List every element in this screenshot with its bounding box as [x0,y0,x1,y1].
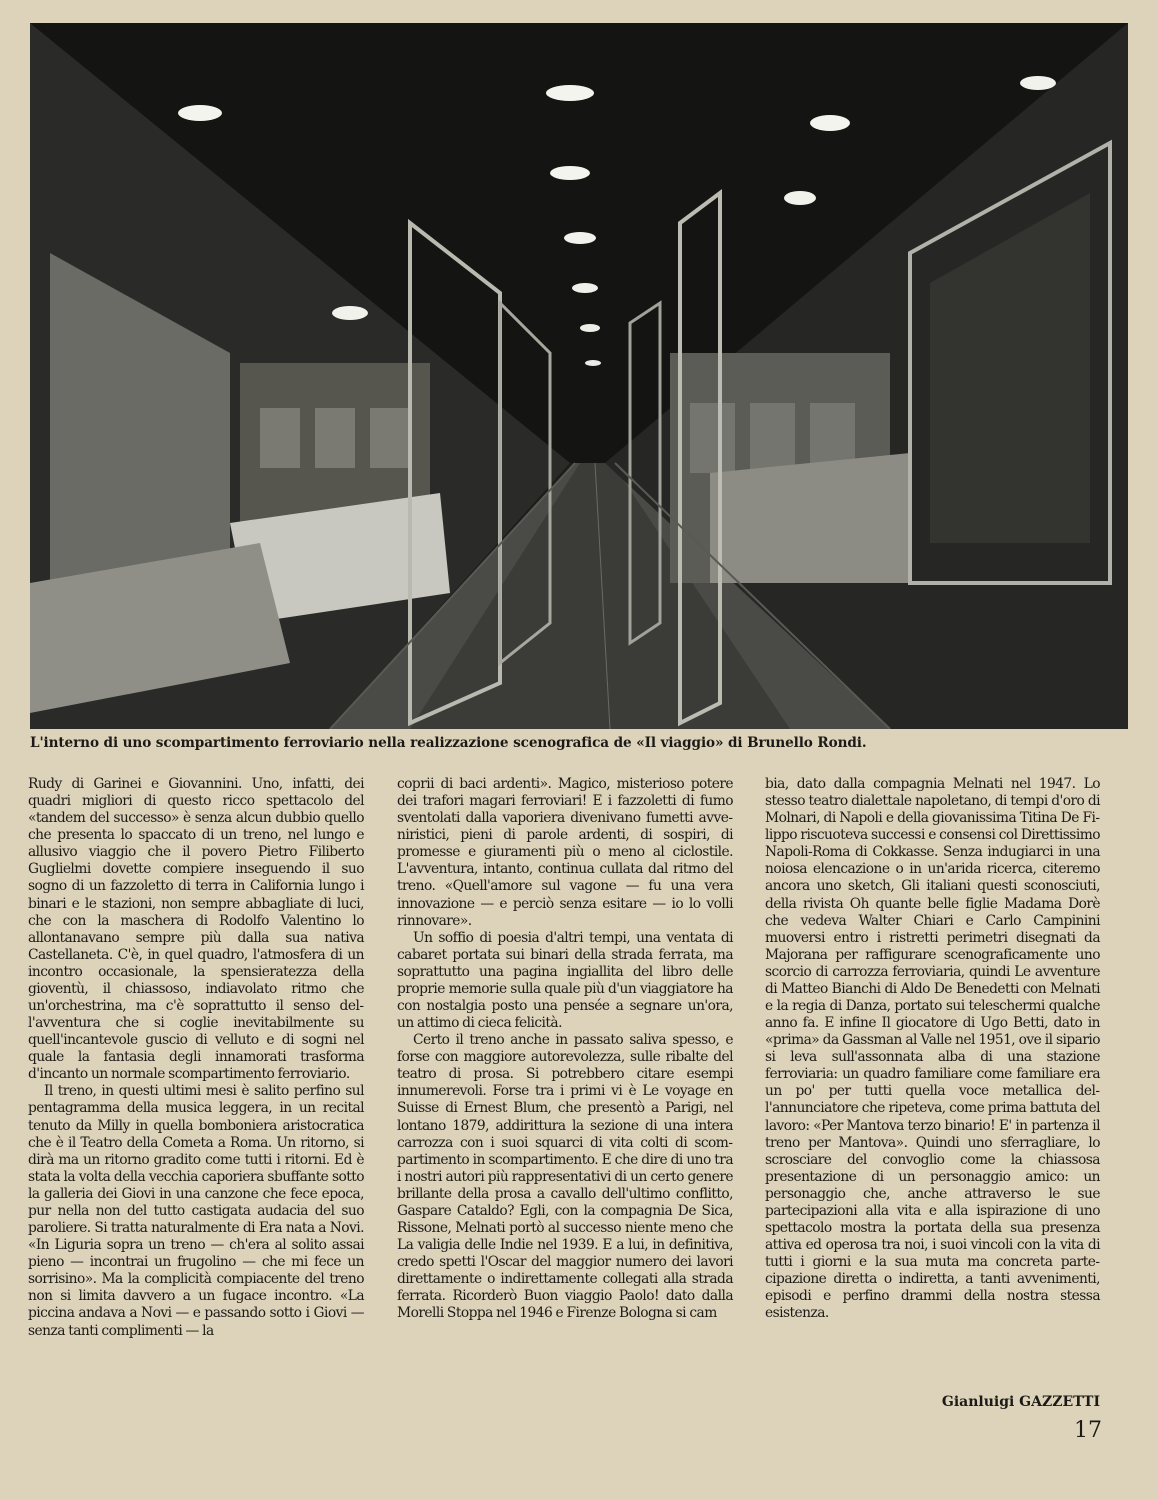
paragraph: Certo il treno anche in passato saliva spesso, e forse con maggiore autorevolezza, sulle ribalte del teatro di prosa. Si potrebbero citare esempi innumerevoli. Forse tra i primi vi è Le voyage en Suisse di Ernest Blum, che presentò a Parigi, nel lontano 1879, addirittura la sezione di una intera carrozza con i suoi squarci di vita colti di scompartimento in scompartimento. E che dire di uno tra i nostri autori più rappresentativi di un certo genere brillante della prosa a cavallo dell'ultimo conflitto, Gaspare Cataldo? Egli, con la compagnia De Sica, Rissone, Melnati portò al successo niente meno che La valigia delle Indie nel 1939. E a lui, in definitiva, credo spetti l'Oscar del maggior numero dei lavori direttamente o indirettamente collegati alla strada ferrata. Ricorderò Buon viaggio Paolo! dato dalla Morelli Stoppa nel 1946 e Firenze Bologna si cam [397,1032,733,1322]
paragraph: Rudy di Garinei e Giovannini. Uno, infatti, dei quadri migliori di questo ricco spettacolo del «tandem del successo» è senza alcun dubbio quello che presenta lo spaccato di un treno, nel lungo e allusivo viaggio che il povero Pietro Filiberto Guglielmi dovette compiere inseguendo il suo sogno di un fazzoletto di terra in California lungo i binari e le stazioni, non sempre abbagliate di luci, che con la maschera di Rodolfo Valentino lo allontanavano sempre più dalla sua nativa Castellaneta. C'è, in quel quadro, l'atmosfera di un incontro occasionale, la spensieratezza della gioventù, il chiassoso, indiavolato ritmo che un'orchestrina, ma c'è soprattutto il senso dell'avventura che si coglie inevitabilmente su quell'incantevole guscio di velluto e di sogni nel quale la fantasia degli innamorati trasforma d'incanto un normale scompartimento ferroviario. [28,776,364,1083]
author-signature: Gianluigi GAZZETTI [941,1394,1100,1410]
article-column-1 [28,776,364,1340]
article-column-2 [397,776,733,1323]
page-number: 17 [1074,1418,1102,1443]
paragraph: bia, dato dalla compagnia Melnati nel 1947. Lo stesso teatro dialettale napoletano, di tempi d'oro di Molnari, di Napoli e della giovanissima Titina De Filippo riscuoteva successi e consensi col Direttissimo Napoli-Roma di Cokkasse. Senza indugiarci in una noiosa elencazione o in un'arida ricerca, citeremo ancora uno sketch, Gli italiani questi sconosciuti, della rivista Oh quante belle figlie Madama Dorè che vedeva Walter Chiari e Carlo Campinini muoversi entro i ristretti perimetri disegnati da Majorana per raffigurare scenograficamente uno scorcio di carrozza ferroviaria, quindi Le avventure di Matteo Bianchi di Aldo De Benedetti con Melnati e la regia di Danza, portato sui teleschermi qualche anno fa. E infine Il giocatore di Ugo Betti, dato in «prima» da Gassman al Valle nel 1951, ove il sipario si leva sull'assonnata alba di una stazione ferroviaria: un quadro familiare come familiare era un po' per tutti quella voce metallica dell'annunciatore che ripeteva, come prima battuta del lavoro: «Per Mantova terzo binario! E' in partenza il treno per Mantova». Quindi uno sferragliare, lo scrosciare del convoglio come la chiassosa presentazione di un personaggio amico: un personaggio che, anche attraverso le sue partecipazioni alla vita e alla ispirazione di uno spettacolo mostra la portata della sua presenza attiva ed operosa tra noi, i suoi vincoli con la vita di tutti i giorni e la sua muta ma concreta partecipazione diretta o indiretta, a tanti avvenimenti, episodi e perfino drammi della nostra stessa esistenza. [765,776,1100,1322]
paragraph: Il treno, in questi ultimi mesi è salito perfino sul pentagramma della musica leggera, in un recital tenuto da Milly in quella bomboniera aristocratica che è il Teatro della Cometa a Roma. Un ritorno, si dirà ma un ritorno gradito come tutti i ritorni. Ed è stata la volta della vecchia caporiera sbuffante sotto la galleria dei Giovi in una canzone che fece epoca, pur nella non del tutto castigata audacia del suo paroliere. Si tratta naturalmente di Era nata a Novi. «In Liguria sopra un treno — ch'era al solito assai pieno — incontrai un frugolino — che mi fece un sorrisino». Ma la complicità compiacente del treno non si limita davvero a un fugace incontro. «La piccina andava a Novi — e passando sotto i Giovi — senza tanti complimenti — la [28,1083,364,1339]
train-compartment-illustration-icon [30,23,1128,729]
photo-caption: L'interno di uno scompartimento ferroviario nella realizzazione scenografica de «Il viaggio» di Brunello Rondi. [30,735,867,751]
paragraph: coprii di baci ardenti». Magico, misterioso potere dei trafori magari ferroviari! E i fazzoletti di fumo sventolati dalla vaporiera divenivano fumetti avveniristici, pieni di parole ardenti, di sospiri, di promesse e giuramenti più o meno al ciclostile. L'avventura, intanto, continua cullata dal ritmo del treno. «Quell'amore sul vagone — fu una vera innovazione — e perciò senza esitare — io lo volli rinnovare». [397,776,733,929]
article-column-3 [765,776,1100,1323]
paragraph: Un soffio di poesia d'altri tempi, una ventata di cabaret portata sui binari della strada ferrata, ma soprattutto una pagina ingiallita del libro delle proprie memorie sulla quale più d'un viaggiatore ha con nostalgia posto una pensée a segnare un'ora, un attimo di cieca felicità. [397,929,733,1032]
train-interior-photo [30,23,1128,729]
